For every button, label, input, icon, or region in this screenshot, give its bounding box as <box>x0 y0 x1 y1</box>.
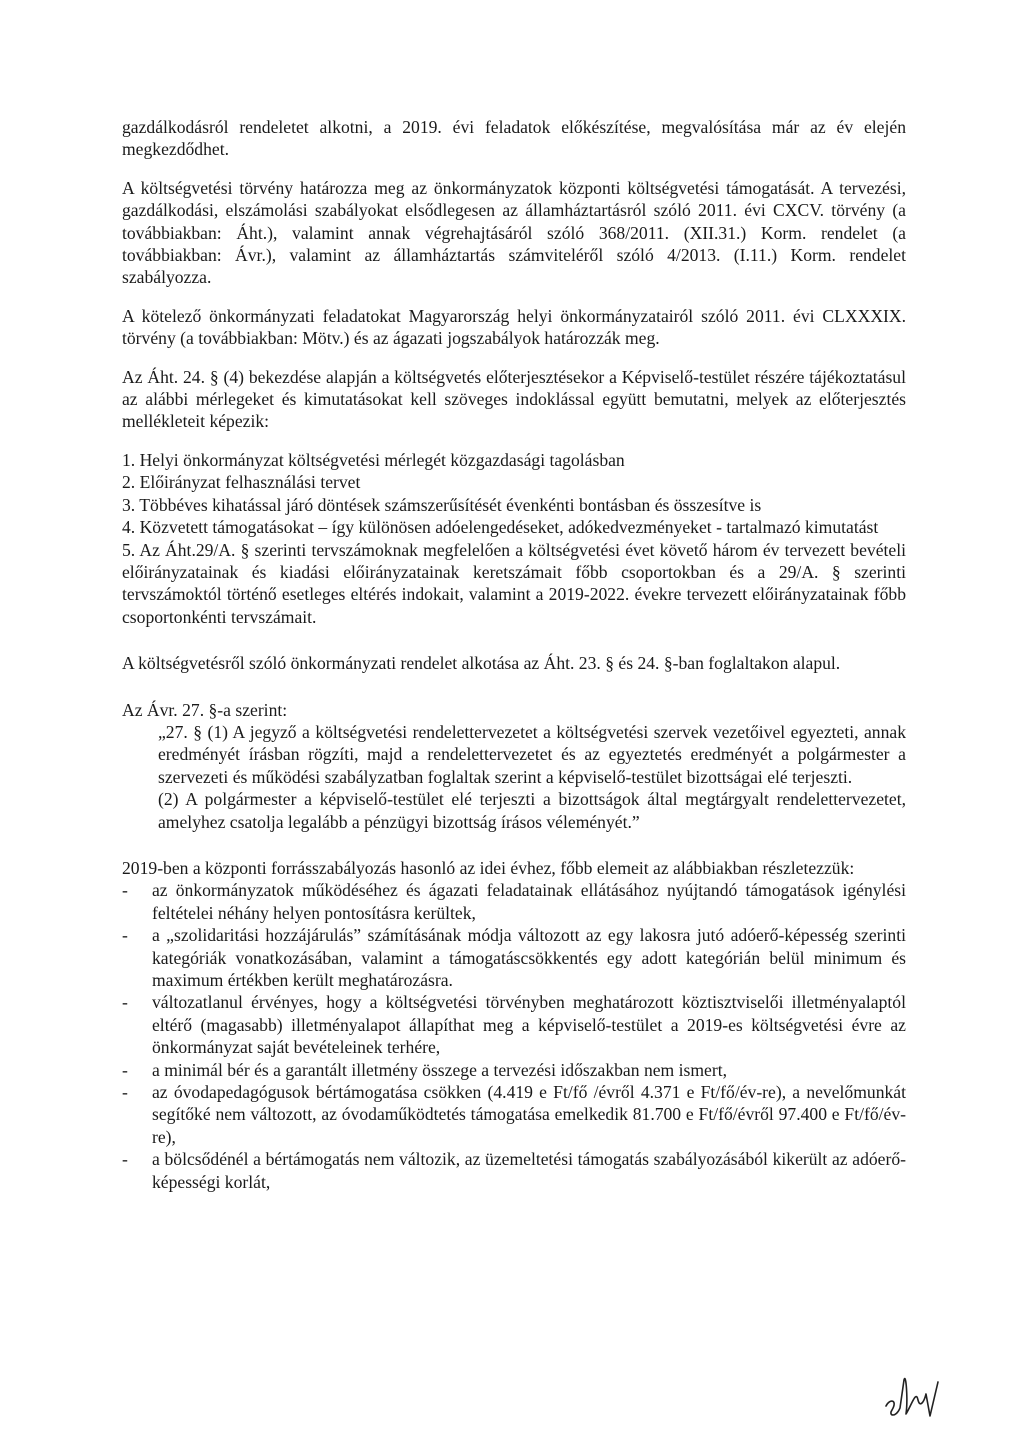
dash-list-text: a bölcsődénél a bértámogatás nem változik, az üzemeltetési támogatás szabályozásából kikerült az adóerő-képességi korlát, <box>152 1149 906 1192</box>
avr-quote-paragraph-1: „27. § (1) A jegyző a költségvetési rendelettervezetet a költségvetési szervek vezetőivel egyezteti, annak eredményét írásban rögzíti, majd a rendelettervezetet és az egyeztetés eredményét a polgármester a szervezeti és működési szabályzatban foglaltak szerint a képviselő-testület bizottságai elé terjeszti. <box>158 721 906 787</box>
dash-list-item <box>122 991 906 1058</box>
dash-list-item <box>122 879 906 924</box>
paragraph-aht-24: Az Áht. 24. § (4) bekezdése alapján a költségvetés előterjesztésekor a Képviselő-testület részére tájékoztatásul az alábbi mérlegeket és kimutatásokat kell szöveges indoklással együtt bemutatni, melyek az előterjesztés mellékleteit képezik: <box>122 366 906 432</box>
numbered-list-item: 2. Előirányzat felhasználási tervet <box>122 472 361 493</box>
avr-intro: Az Ávr. 27. §-a szerint: <box>122 699 288 720</box>
dash-bullet: - <box>122 1149 128 1170</box>
avr-quote <box>158 721 906 833</box>
dash-bullet: - <box>122 1082 128 1103</box>
dash-bullet: - <box>122 992 128 1013</box>
dash-list <box>122 879 906 1193</box>
dash-list-item <box>122 1059 906 1081</box>
dash-list-text: az óvodapedagógusok bértámogatása csökken (4.419 e Ft/fő /évről 4.371 e Ft/fő/év-re), a nevelőmunkát segítőké nem változott, az óvodaműködtetés támogatása emelkedik 81.700 e Ft/fő/évről 97.400 e Ft/fő/év-re), <box>152 1082 906 1147</box>
paragraph-budget-law: A költségvetési törvény határozza meg az önkormányzatok központi költségvetési támogatását. A tervezési, gazdálkodási, elszámolási szabályokat elsődlegesen az államháztartásról szóló 2011. évi CXCV. törvény (a továbbiakban: Áht.), valamint annak végrehajtásáról szóló 368/2011. (XII.31.) Korm. rendelet (a továbbiakban: Ávr.), valamint az államháztartás számviteléről szóló 4/2013. (I.11.) Korm. rendelet szabályozza. <box>122 177 906 288</box>
paragraph-legal-basis: A költségvetésről szóló önkormányzati rendelet alkotása az Áht. 23. § és 24. §-ban foglaltakon alapul. <box>122 653 841 674</box>
dash-bullet: - <box>122 925 128 946</box>
paragraph-2019-regulation: 2019-ben a központi forrásszabályozás hasonló az idei évhez, főbb elemeit az alábbiakban részletezzük: <box>122 857 855 878</box>
paragraph-mandatory-tasks: A kötelező önkormányzati feladatokat Magyarország helyi önkormányzatairól szóló 2011. évi CLXXXIX. törvény (a továbbiakban: Mötv.) és az ágazati jogszabályok határozzák meg. <box>122 305 906 349</box>
dash-list-text: változatlanul érvényes, hogy a költségvetési törvényben meghatározott köztisztviselői illetményalaptól eltérő (magasabb) illetményalapot állapíthat meg a képviselő-testület a 2019-es költségvetési évre az önkormányzat saját bevételeinek terhére, <box>152 992 906 1058</box>
numbered-list-item: 3. Többéves kihatással járó döntések számszerűsítését évenkénti bontásban és összesítve is <box>122 494 762 515</box>
dash-list-text: a „szolidaritási hozzájárulás” számításának módja változott az egy lakosra jutó adóerő-képesség szerinti kategóriák vonatkozásában, valamint a támogatáscsökkentés egy adott kategórián belül minimum és maximum értékben került meghatározásra. <box>152 925 906 990</box>
dash-bullet: - <box>122 1059 128 1080</box>
document-body <box>122 116 906 1193</box>
dash-list-item <box>122 1148 906 1193</box>
dash-list-item <box>122 1081 906 1148</box>
avr-quote-paragraph-2: (2) A polgármester a képviselő-testület elé terjeszti a bizottságok által megtárgyalt rendelettervezetet, amelyhez csatolja legalább a pénzügyi bizottság írásos véleményét.” <box>158 789 906 832</box>
numbered-list <box>122 449 906 628</box>
dash-list-item <box>122 924 906 991</box>
dash-list-text: a minimál bér és a garantált illetmény összege a tervezési időszakban nem ismert, <box>152 1059 728 1080</box>
numbered-list-item: 1. Helyi önkormányzat költségvetési mérlegét közgazdasági tagolásban <box>122 449 625 470</box>
handwritten-signature <box>880 1360 944 1424</box>
paragraph-budget-intro: gazdálkodásról rendeletet alkotni, a 2019. évi feladatok előkészítése, megvalósítása már az év elején megkezdődhet. <box>122 117 906 160</box>
dash-list-text: az önkormányzatok működéséhez és ágazati feladatainak ellátásához nyújtandó támogatások igénylési feltételei néhány helyen pontosításra kerültek, <box>152 880 906 923</box>
dash-bullet: - <box>122 880 128 901</box>
numbered-list-item: 4. Közvetett támogatásokat – így különösen adóelengedéseket, adókedvezményeket - tartalmazó kimutatást <box>122 517 879 538</box>
numbered-list-item: 5. Az Áht.29/A. § szerinti tervszámoknak megfelelően a költségvetési évet követő három év tervezett bevételi előirányzatainak és kiadási előirányzatainak keretszámait főbb csoportokban és a 29/A. § szerinti tervszámoktól történő esetleges eltérés indokait, valamint a 2019-2022. évekre tervezett előirányzatainak főbb csoportonkénti tervszámait. <box>122 539 906 627</box>
